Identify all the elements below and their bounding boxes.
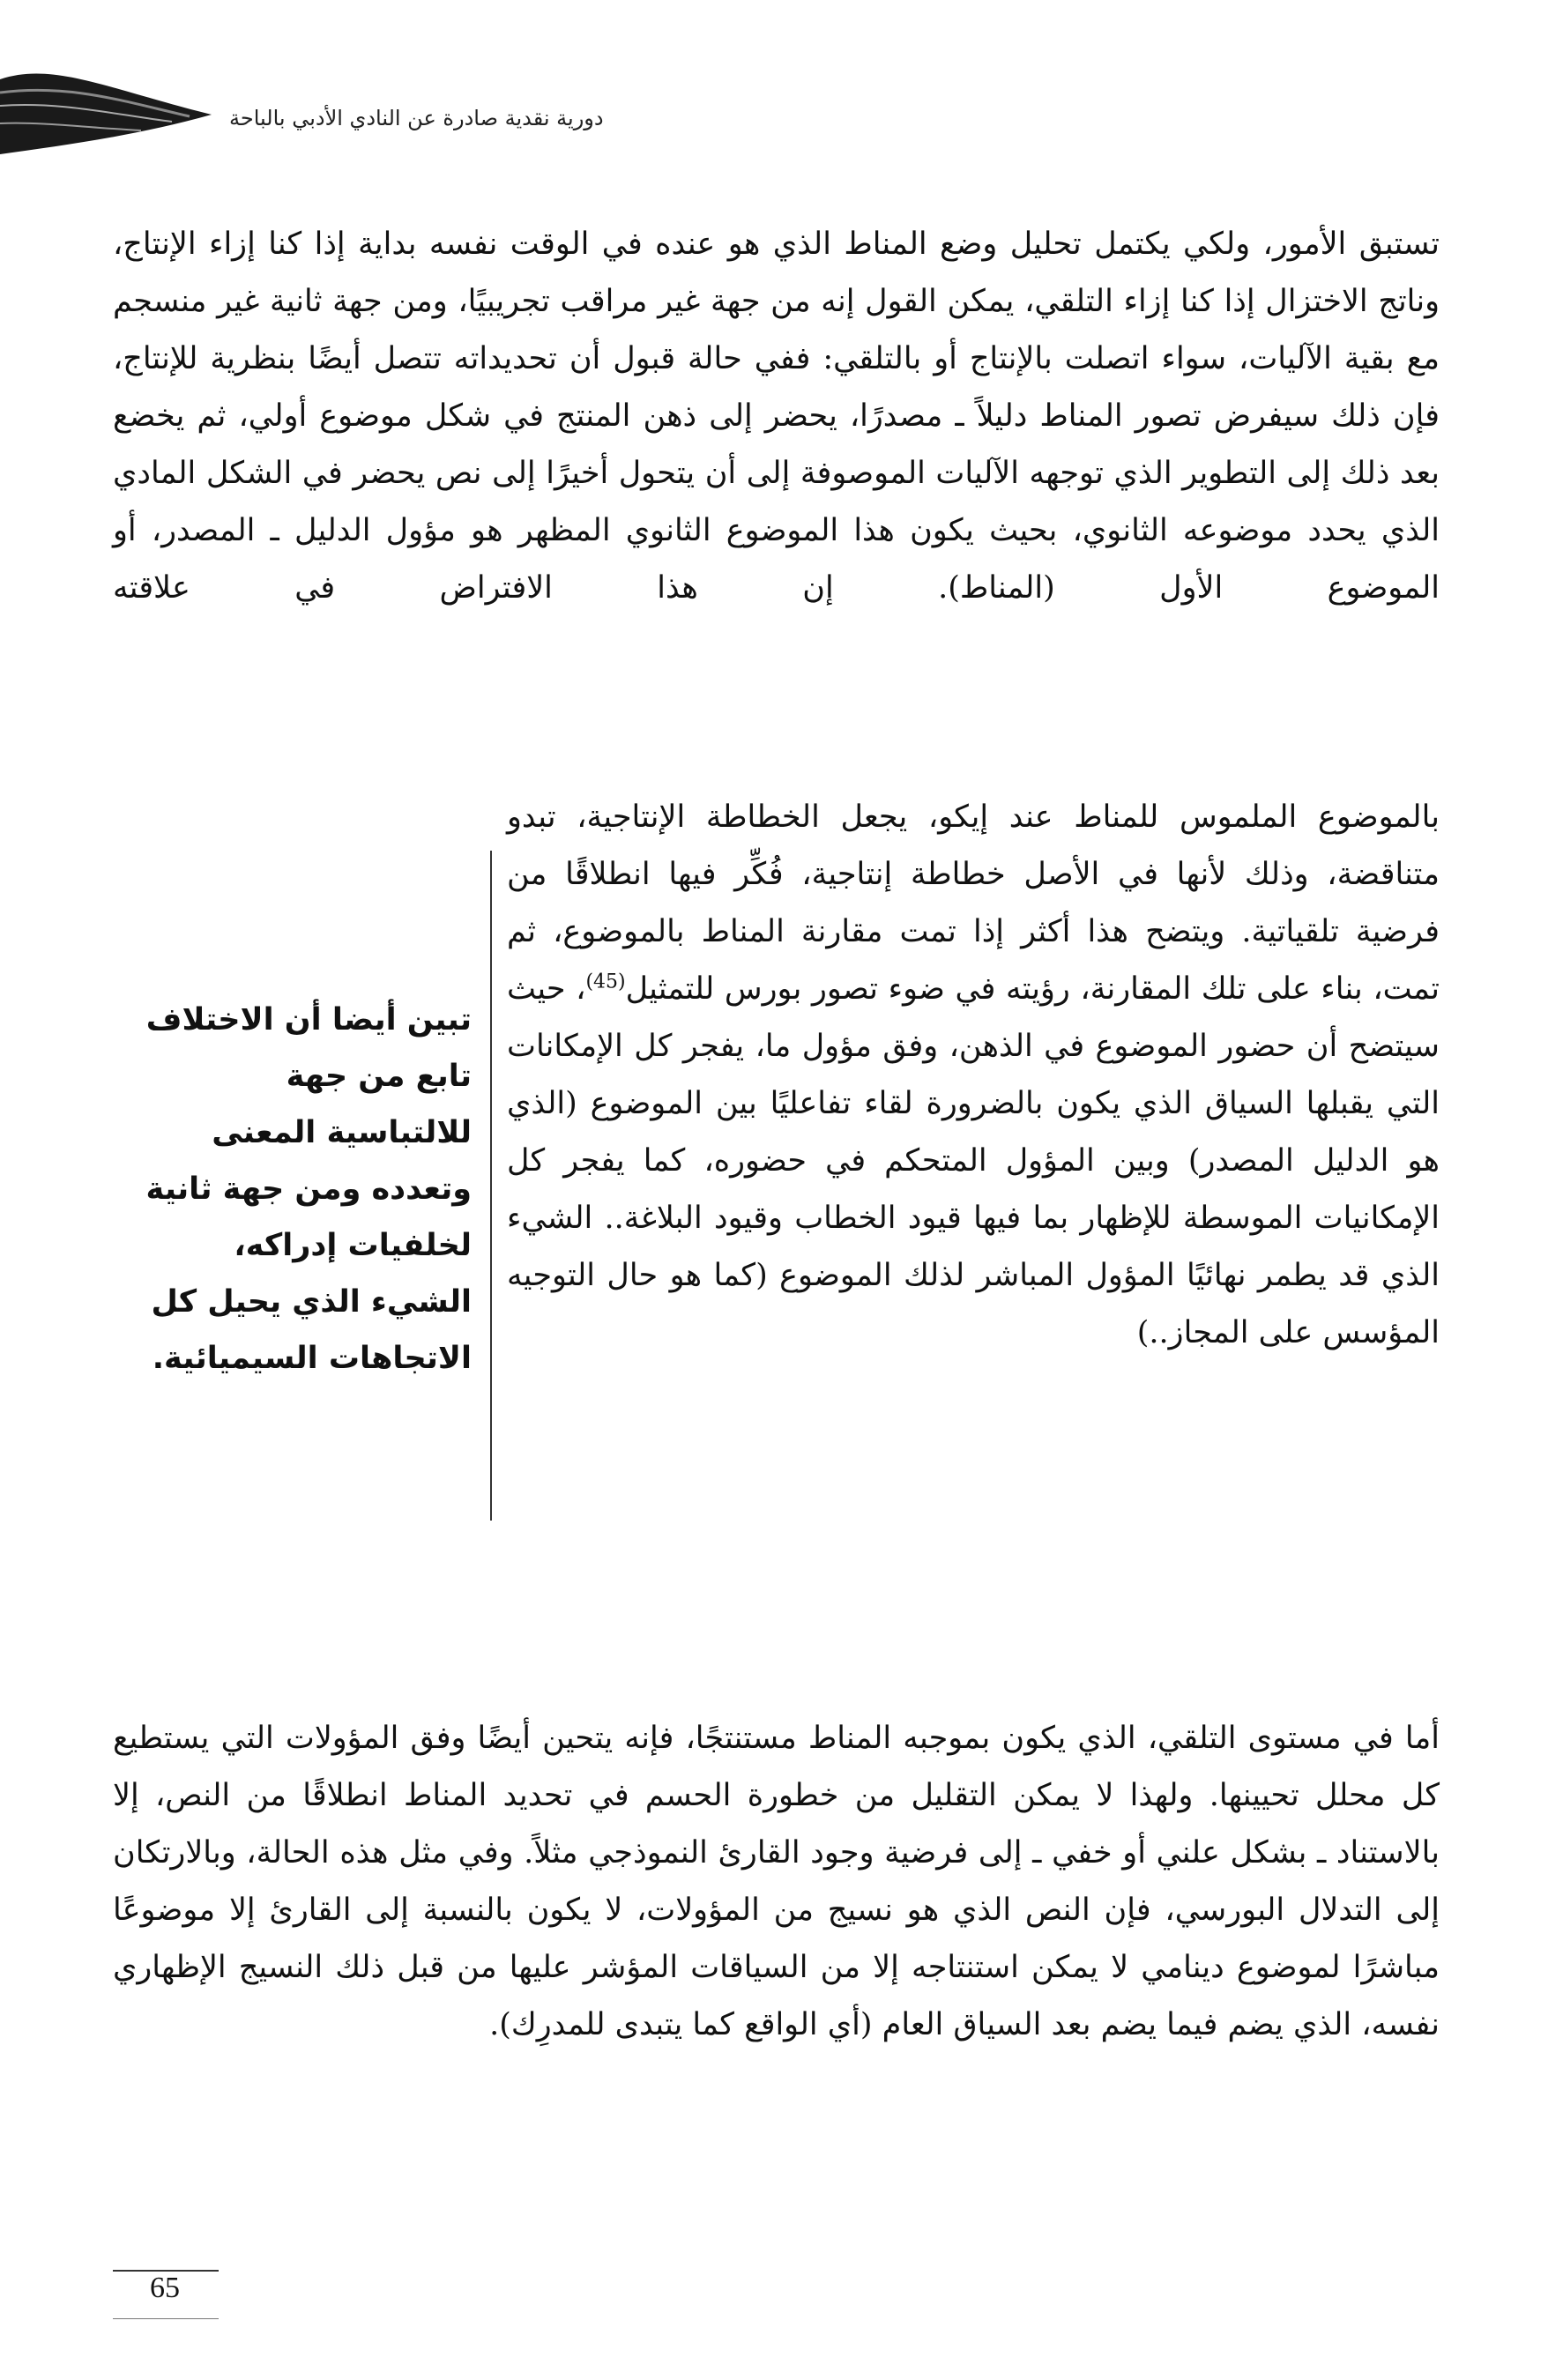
paragraph-1: تستبق الأمور، ولكي يكتمل تحليل وضع المناط الذي هو عنده في الوقت نفسه بداية إذا كنا إزاء الإنتاج، وناتج الاختزال إذا كنا إزاء التلقي، يمكن القول إنه من جهة غير مراقب تجريبيًا، ومن جهة ثانية غير منسجم مع بقية الآليات، سواء اتصلت بالإنتاج أو بالتلقي: ففي حالة قبول أن تحديداته تتصل أيضًا بنظرية للإنتاج، فإن ذلك سيفرض تصور المناط دليلاً ـ مصدرًا، يحضر إلى ذهن المنتج في شكل موضوع أولي، ثم يخضع بعد ذلك إلى التطوير الذي توجهه الآليات الموصوفة إلى أن يتحول أخيرًا إلى نص يحضر في الشكل المادي الذي يحدد موضوعه الثانوي، بحيث يكون هذا الموضوع الثانوي المظهر هو مؤول الدليل ـ المصدر، أو الموضوع الأول (المناط). إن هذا الافتراض في علاقته [113,227,1440,606]
paragraph-2-part-2: ، حيث سيتضح أن حضور الموضوع في الذهن، وفق مؤول ما، يفجر كل الإمكانات التي يقبلها السياق الذي يكون بالضرورة لقاء تفاعليًا بين الموضوع (الذي هو الدليل المصدر) وبين المؤول المتحكم في حضوره، كما يفجر كل الإمكانيات الموسطة للإظهار بما فيها قيود الخطاب وقيود البلاغة.. الشيء الذي قد يطمر نهائيًا المؤول المباشر لذلك الموضوع (كما هو حال التوجيه المؤسس على المجاز..) [507,971,1440,1350]
page-number: 65 [150,2272,180,2304]
paragraph-2-part-1: بالموضوع الملموس للمناط عند إيكو، يجعل الخطاطة الإنتاجية، تبدو متناقضة، وذلك لأنها في الأصل خطاطة إنتاجية، فُكِّر فيها انطلاقًا من فرضية تلقياتية. ويتضح هذا أكثر إذا تمت مقارنة المناط بالموضوع، ثم تمت، بناء على تلك المقارنة، رؤيته في ضوء تصور بورس للتمثيل [507,800,1440,1007]
footer-rule-bottom [113,2318,219,2319]
pullquote-divider [490,851,492,1521]
pullquote: تبين أيضا أن الاختلاف تابع من جهة للالتباسية المعنى وتعدده ومن جهة ثانية لخلفيات إدراكه، الشيء الذي يحيل كل الاتجاهات السيميائية. [145,1002,472,1376]
footnote-reference: (45) [585,971,626,993]
header-swoosh-icon [0,53,220,159]
paragraph-2 [507,789,1440,1362]
paragraph-3: أما في مستوى التلقي، الذي يكون بموجبه المناط مستنتجًا، فإنه يتحين أيضًا وفق المؤولات التي يستطيع كل محلل تحيينها. ولهذا لا يمكن التقليل من خطورة الحسم في تحديد المناط انطلاقًا من النص، إلا بالاستناد ـ بشكل علني أو خفي ـ إلى فرضية وجود القارئ النموذجي مثلاً. وفي مثل هذه الحالة، وبالارتكان إلى التدلال البورسي، فإن النص الذي هو نسيج من المؤولات، لا يكون بالنسبة إلى القارئ إلا موضوعًا مباشرًا لموضوع دينامي لا يمكن استنتاجه إلا من السياقات المؤشر عليها من قبل ذلك النسيج الإظهاري نفسه، الذي يضم فيما يضم بعد السياق العام (أي الواقع كما يتبدى للمدرِك). [113,1721,1440,2042]
journal-title: دورية نقدية صادرة عن النادي الأدبي بالباحة [229,106,604,130]
